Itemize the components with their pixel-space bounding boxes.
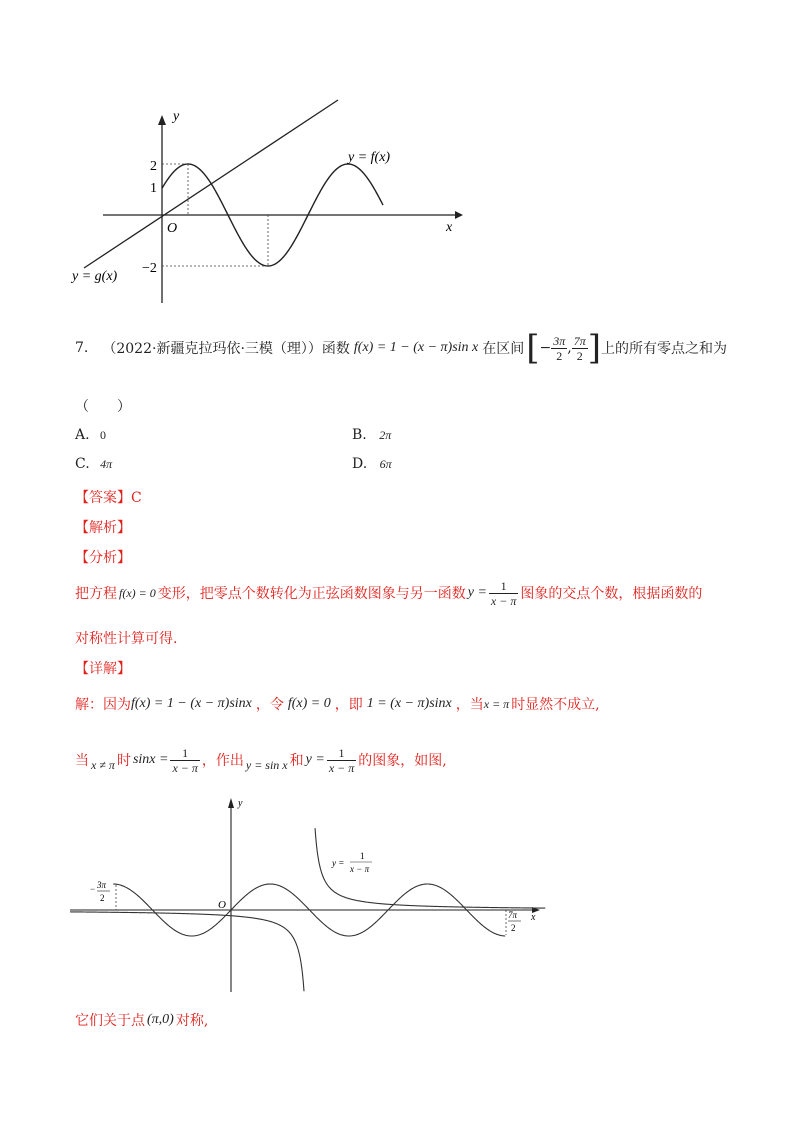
detail-t5: 时显然不成立, xyxy=(511,697,600,713)
final-t2: 对称, xyxy=(175,1013,209,1029)
detail-t1: 解：因为 xyxy=(75,697,131,713)
detail-l2-t3: ，作出 xyxy=(201,753,244,769)
final-point: (π,0) xyxy=(147,1012,174,1027)
detail-f1: f(x) = 1 − (x − π)sinx xyxy=(131,696,252,711)
detail-l2-f2: sinx = xyxy=(132,752,169,767)
detail-l2-frac2-num: 1 xyxy=(327,746,356,761)
detail-f4: x = π xyxy=(483,696,510,711)
final-t1: 它们关于点 xyxy=(75,1013,145,1029)
detail-l2-f3: y = sin x xyxy=(245,757,288,772)
detail-l2-frac-den: x − π xyxy=(172,760,198,775)
detail-t3: ，即 xyxy=(334,697,363,713)
detail-l2-f1: x ≠ π xyxy=(91,757,115,772)
interval-right-num: 7π xyxy=(573,333,586,348)
option-d-label: D. xyxy=(352,456,368,472)
detail-l2-frac-num: 1 xyxy=(170,746,199,761)
option-b[interactable] xyxy=(352,427,391,443)
interval-left-num: 3π xyxy=(553,333,566,348)
detail-l2-frac xyxy=(170,746,199,775)
fenxi-frac xyxy=(489,579,518,608)
detail-line-2 xyxy=(75,738,447,782)
question-source: （2022·新疆克拉玛依·三模（理）） xyxy=(102,341,322,357)
fig1-tick-2: 2 xyxy=(150,159,157,174)
detail-l2-t4: 和 xyxy=(289,753,304,769)
detail-line-1 xyxy=(75,688,600,720)
fig2-label-num: 1 xyxy=(360,851,365,861)
option-c-label: C. xyxy=(75,456,90,472)
fenxi-frac-den: x − π xyxy=(490,593,517,608)
fig1-tick-neg2: −2 xyxy=(142,261,157,276)
option-d[interactable] xyxy=(352,456,392,472)
detail-f3: 1 = (x − π)sinx xyxy=(366,696,452,711)
detail-l2-f4: y = xyxy=(305,752,325,767)
answer-label: 【答案】 xyxy=(75,490,131,506)
fenxi-t1: 把方程 xyxy=(75,586,117,602)
fig2-origin-label: O xyxy=(218,899,226,911)
question-text-mid: 在区间 xyxy=(482,341,525,357)
option-c[interactable] xyxy=(75,456,112,472)
question-line xyxy=(75,320,727,376)
question-interval: [ − $\frac{3\pi}{2}$ , $\frac{7\pi}{2}$ ] xyxy=(526,328,602,368)
question-formula: f(x) = 1 − (x − π)sin x xyxy=(353,340,479,355)
detail-label: 【详解】 xyxy=(75,661,131,677)
question-blank: （ ） xyxy=(75,399,131,415)
fig1-y-arrow xyxy=(158,115,166,125)
detail-f2: f(x) = 0 xyxy=(287,696,331,711)
option-a-label: A. xyxy=(75,427,90,443)
fenxi-t3: 图象的交点个数，根据函数的 xyxy=(520,586,703,602)
fenxi-eq: f(x) = 0 xyxy=(119,585,156,600)
detail-t2: ，令 xyxy=(255,697,284,713)
fenxi-t2: 变形，把零点个数转化为正弦函数图象与另一函数 xyxy=(157,586,466,602)
fig1-label-g: y = g(x) xyxy=(72,269,118,284)
fenxi-label: 【分析】 xyxy=(75,550,131,566)
detail-t4: ，当 xyxy=(455,697,484,713)
option-b-value: 2π xyxy=(379,428,392,442)
fig1-tick-1: 1 xyxy=(150,181,157,196)
detail-l2-frac2-den: x − π xyxy=(328,760,355,775)
fig1-origin-label: O xyxy=(167,221,178,236)
question-text-after: 上的所有零点之和为 xyxy=(601,341,728,357)
detail-l2-frac2 xyxy=(327,746,356,775)
fig1-x-arrow xyxy=(455,211,463,219)
fig2-left-minus: − xyxy=(90,884,96,894)
option-a[interactable] xyxy=(75,427,106,443)
analysis-label: 【解析】 xyxy=(75,520,131,536)
fenxi-y-eq: y = xyxy=(467,585,487,600)
option-d-value: 6π xyxy=(379,457,392,471)
fig2-left-num: 3π xyxy=(97,880,107,890)
answer-value: C xyxy=(131,490,142,506)
fig1-label-f: y = f(x) xyxy=(348,150,391,165)
option-a-value: 0 xyxy=(100,428,107,442)
detail-l2-t2: 时 xyxy=(116,753,131,769)
fenxi-line-2: 对称性计算可得. xyxy=(75,631,178,647)
fig2-label-den: x − π xyxy=(350,864,370,874)
fig2-y-label: y xyxy=(238,798,243,809)
final-line xyxy=(75,1010,208,1030)
fig2-y-arrow xyxy=(228,798,234,808)
option-c-value: 4π xyxy=(100,457,113,471)
option-b-label: B. xyxy=(352,427,367,443)
question-text-before: 函数 xyxy=(321,341,350,357)
fig2-right-den: 2 xyxy=(511,923,516,933)
fig2-x-label: x xyxy=(531,912,536,923)
fig2-right-num: 7π xyxy=(508,910,518,920)
detail-l2-t1: 当 xyxy=(75,753,89,769)
fig1-y-label: y xyxy=(173,109,180,124)
detail-l2-t5: 的图象，如图, xyxy=(358,753,447,769)
fenxi-frac-num: 1 xyxy=(489,579,518,594)
fig2-hyperbola-left xyxy=(70,912,304,991)
fig2-left-den: 2 xyxy=(100,893,105,903)
question-number: 7. xyxy=(75,340,89,356)
interval-right-den: 2 xyxy=(576,348,583,363)
figure-2 xyxy=(70,790,550,995)
answer-line xyxy=(75,487,142,507)
fenxi-line-1 xyxy=(75,573,702,613)
figure-1 xyxy=(60,95,470,310)
fig1-x-label: x xyxy=(446,220,453,235)
interval-left-den: 2 xyxy=(556,348,563,363)
fig2-label-prefix: y = xyxy=(332,858,345,868)
